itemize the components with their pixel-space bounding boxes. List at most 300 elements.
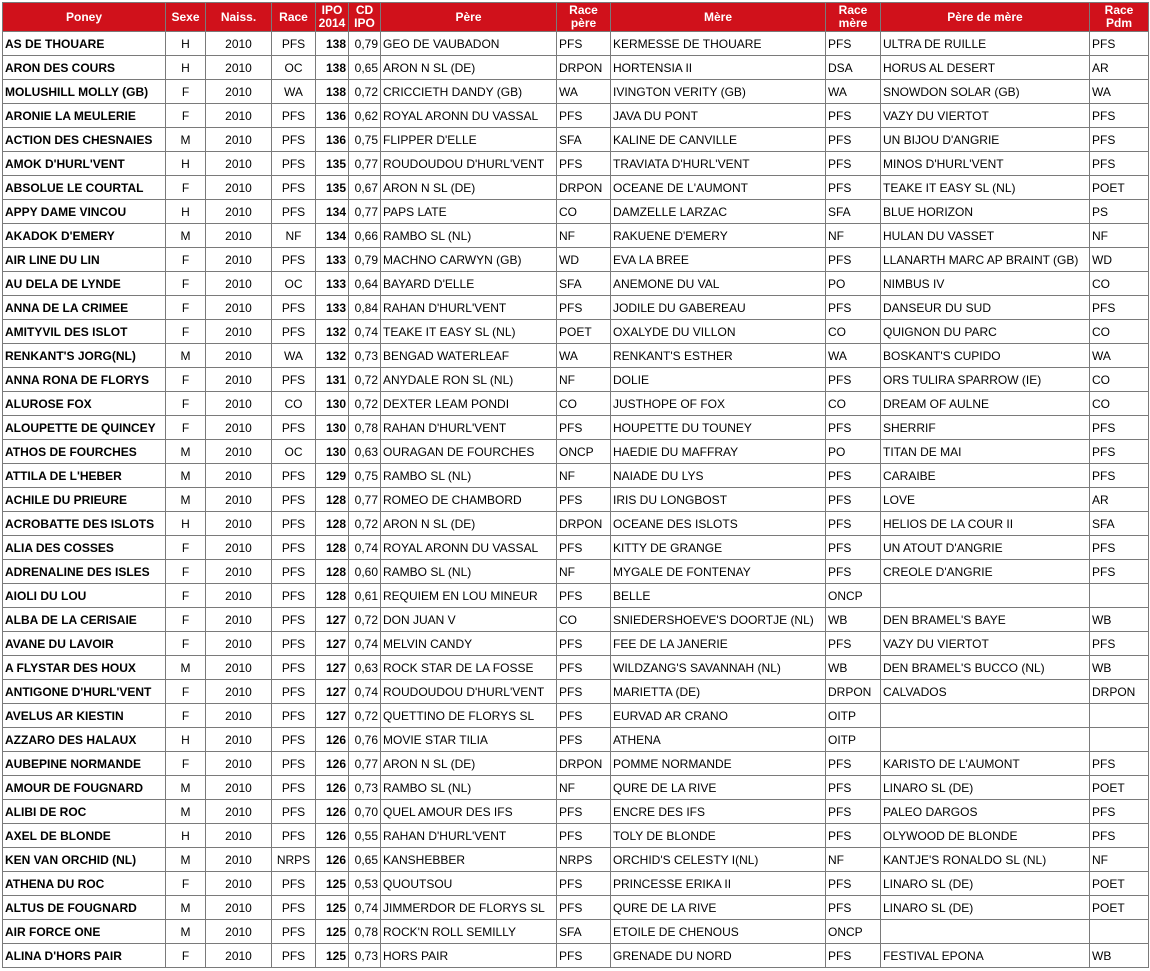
cell-pere: DON JUAN V [381, 608, 557, 632]
cell-poney: AZZARO DES HALAUX [3, 728, 166, 752]
table-row [3, 824, 1149, 848]
cell-naissance: 2010 [206, 32, 272, 56]
table-row [3, 80, 1149, 104]
cell-race-pere: SFA [557, 920, 611, 944]
cell-race-mere: PO [826, 440, 881, 464]
cell-pere-de-mere: DEN BRAMEL'S BAYE [881, 608, 1090, 632]
cell-ipo-2014: 126 [316, 824, 349, 848]
cell-pere-de-mere: ULTRA DE RUILLE [881, 32, 1090, 56]
cell-race: OC [272, 56, 316, 80]
cell-pere: ROUDOUDOU D'HURL'VENT [381, 152, 557, 176]
header-naissance: Naiss. [206, 3, 272, 32]
table-row [3, 848, 1149, 872]
cell-pere: RAHAN D'HURL'VENT [381, 296, 557, 320]
cell-pere: RAHAN D'HURL'VENT [381, 416, 557, 440]
cell-poney: ARON DES COURS [3, 56, 166, 80]
header-ipo-2014: IPO 2014 [316, 3, 349, 32]
table-body [3, 32, 1149, 968]
cell-cd-ipo: 0,74 [349, 680, 381, 704]
cell-pere-de-mere: TEAKE IT EASY SL (NL) [881, 176, 1090, 200]
cell-mere: WILDZANG'S SAVANNAH (NL) [611, 656, 826, 680]
cell-race: WA [272, 344, 316, 368]
cell-mere: ENCRE DES IFS [611, 800, 826, 824]
cell-cd-ipo: 0,77 [349, 152, 381, 176]
cell-poney: ARONIE LA MEULERIE [3, 104, 166, 128]
cell-pere: DEXTER LEAM PONDI [381, 392, 557, 416]
cell-naissance: 2010 [206, 776, 272, 800]
cell-naissance: 2010 [206, 560, 272, 584]
cell-sexe: M [166, 776, 206, 800]
header-race-pere: Race père [557, 3, 611, 32]
cell-pere: REQUIEM EN LOU MINEUR [381, 584, 557, 608]
cell-mere: KITTY DE GRANGE [611, 536, 826, 560]
cell-sexe: F [166, 368, 206, 392]
cell-race-pdm: WB [1090, 656, 1149, 680]
cell-race-mere: CO [826, 320, 881, 344]
cell-race-pere: PFS [557, 488, 611, 512]
cell-poney: ATHENA DU ROC [3, 872, 166, 896]
cell-race-mere: PFS [826, 800, 881, 824]
cell-sexe: M [166, 488, 206, 512]
cell-naissance: 2010 [206, 56, 272, 80]
cell-race: WA [272, 80, 316, 104]
cell-mere: IVINGTON VERITY (GB) [611, 80, 826, 104]
cell-sexe: F [166, 704, 206, 728]
cell-pere-de-mere: KANTJE'S RONALDO SL (NL) [881, 848, 1090, 872]
cell-naissance: 2010 [206, 512, 272, 536]
cell-race: PFS [272, 488, 316, 512]
table-row [3, 656, 1149, 680]
cell-pere-de-mere: PALEO DARGOS [881, 800, 1090, 824]
table-row [3, 584, 1149, 608]
cell-race-mere: NF [826, 848, 881, 872]
cell-pere: MELVIN CANDY [381, 632, 557, 656]
cell-naissance: 2010 [206, 920, 272, 944]
cell-race: PFS [272, 944, 316, 968]
cell-pere: RAHAN D'HURL'VENT [381, 824, 557, 848]
cell-race: PFS [272, 776, 316, 800]
cell-pere-de-mere: SHERRIF [881, 416, 1090, 440]
header-race-mere: Race mère [826, 3, 881, 32]
cell-poney: AVELUS AR KIESTIN [3, 704, 166, 728]
cell-mere: POMME NORMANDE [611, 752, 826, 776]
cell-naissance: 2010 [206, 320, 272, 344]
cell-race-pere: PFS [557, 584, 611, 608]
table-row [3, 416, 1149, 440]
table-row [3, 608, 1149, 632]
cell-ipo-2014: 128 [316, 584, 349, 608]
cell-mere: SNIEDERSHOEVE'S DOORTJE (NL) [611, 608, 826, 632]
cell-race-pere: NF [557, 224, 611, 248]
cell-poney: ALTUS DE FOUGNARD [3, 896, 166, 920]
cell-cd-ipo: 0,66 [349, 224, 381, 248]
cell-mere: KALINE DE CANVILLE [611, 128, 826, 152]
cell-cd-ipo: 0,79 [349, 248, 381, 272]
cell-poney: AMOK D'HURL'VENT [3, 152, 166, 176]
cell-race: PFS [272, 728, 316, 752]
cell-race: PFS [272, 248, 316, 272]
cell-cd-ipo: 0,73 [349, 776, 381, 800]
cell-cd-ipo: 0,76 [349, 728, 381, 752]
cell-pere: RAMBO SL (NL) [381, 560, 557, 584]
cell-naissance: 2010 [206, 704, 272, 728]
cell-race: NF [272, 224, 316, 248]
cell-mere: JODILE DU GABEREAU [611, 296, 826, 320]
cell-pere: CRICCIETH DANDY (GB) [381, 80, 557, 104]
table-row [3, 488, 1149, 512]
cell-pere-de-mere: DREAM OF AULNE [881, 392, 1090, 416]
cell-pere: TEAKE IT EASY SL (NL) [381, 320, 557, 344]
cell-pere-de-mere: HORUS AL DESERT [881, 56, 1090, 80]
cell-poney: ALUROSE FOX [3, 392, 166, 416]
table-row [3, 944, 1149, 968]
cell-ipo-2014: 128 [316, 560, 349, 584]
cell-cd-ipo: 0,65 [349, 56, 381, 80]
cell-mere: EURVAD AR CRANO [611, 704, 826, 728]
cell-race-pdm: AR [1090, 488, 1149, 512]
cell-cd-ipo: 0,60 [349, 560, 381, 584]
cell-cd-ipo: 0,77 [349, 488, 381, 512]
cell-naissance: 2010 [206, 488, 272, 512]
cell-mere: ETOILE DE CHENOUS [611, 920, 826, 944]
cell-pere: GEO DE VAUBADON [381, 32, 557, 56]
cell-race-pdm: POET [1090, 176, 1149, 200]
cell-poney: AS DE THOUARE [3, 32, 166, 56]
cell-cd-ipo: 0,72 [349, 608, 381, 632]
cell-race-pere: PFS [557, 296, 611, 320]
cell-race-pdm: WA [1090, 344, 1149, 368]
header-cd-ipo: CD IPO [349, 3, 381, 32]
cell-naissance: 2010 [206, 896, 272, 920]
cell-race-pere: NF [557, 368, 611, 392]
cell-cd-ipo: 0,65 [349, 848, 381, 872]
cell-ipo-2014: 130 [316, 416, 349, 440]
cell-pere-de-mere [881, 584, 1090, 608]
cell-pere: KANSHEBBER [381, 848, 557, 872]
cell-race-pdm [1090, 920, 1149, 944]
cell-race: PFS [272, 704, 316, 728]
cell-race: PFS [272, 536, 316, 560]
table-row [3, 512, 1149, 536]
cell-race-mere: PFS [826, 296, 881, 320]
cell-race-pere: PFS [557, 680, 611, 704]
table-row [3, 200, 1149, 224]
cell-pere-de-mere: KARISTO DE L'AUMONT [881, 752, 1090, 776]
cell-ipo-2014: 134 [316, 224, 349, 248]
cell-pere-de-mere: MINOS D'HURL'VENT [881, 152, 1090, 176]
cell-ipo-2014: 136 [316, 128, 349, 152]
cell-mere: FEE DE LA JANERIE [611, 632, 826, 656]
cell-naissance: 2010 [206, 440, 272, 464]
cell-race-pdm: AR [1090, 56, 1149, 80]
cell-poney: ANTIGONE D'HURL'VENT [3, 680, 166, 704]
cell-race-pdm: POET [1090, 776, 1149, 800]
cell-race-mere: PFS [826, 416, 881, 440]
table-row [3, 248, 1149, 272]
cell-naissance: 2010 [206, 80, 272, 104]
cell-poney: AMITYVIL DES ISLOT [3, 320, 166, 344]
cell-race-pere: PFS [557, 656, 611, 680]
cell-pere: ROUDOUDOU D'HURL'VENT [381, 680, 557, 704]
cell-poney: AIR LINE DU LIN [3, 248, 166, 272]
cell-poney: ALINA D'HORS PAIR [3, 944, 166, 968]
cell-race-mere: WA [826, 344, 881, 368]
cell-race-pdm: PFS [1090, 440, 1149, 464]
cell-race-pere: PFS [557, 32, 611, 56]
cell-ipo-2014: 133 [316, 248, 349, 272]
cell-cd-ipo: 0,55 [349, 824, 381, 848]
cell-sexe: F [166, 296, 206, 320]
cell-pere-de-mere: CARAIBE [881, 464, 1090, 488]
cell-race-pdm [1090, 584, 1149, 608]
cell-naissance: 2010 [206, 800, 272, 824]
cell-pere-de-mere [881, 920, 1090, 944]
cell-sexe: F [166, 272, 206, 296]
cell-race-pere: NF [557, 464, 611, 488]
cell-race-pdm: PFS [1090, 752, 1149, 776]
cell-sexe: F [166, 680, 206, 704]
cell-pere-de-mere: NIMBUS IV [881, 272, 1090, 296]
cell-poney: ABSOLUE LE COURTAL [3, 176, 166, 200]
cell-poney: A FLYSTAR DES HOUX [3, 656, 166, 680]
cell-poney: ACROBATTE DES ISLOTS [3, 512, 166, 536]
cell-race-pere: WA [557, 80, 611, 104]
cell-race: PFS [272, 632, 316, 656]
cell-poney: AMOUR DE FOUGNARD [3, 776, 166, 800]
cell-ipo-2014: 127 [316, 656, 349, 680]
cell-poney: ALOUPETTE DE QUINCEY [3, 416, 166, 440]
cell-pere: HORS PAIR [381, 944, 557, 968]
cell-poney: ACTION DES CHESNAIES [3, 128, 166, 152]
cell-ipo-2014: 132 [316, 344, 349, 368]
cell-pere-de-mere: BOSKANT'S CUPIDO [881, 344, 1090, 368]
cell-cd-ipo: 0,67 [349, 176, 381, 200]
cell-sexe: H [166, 56, 206, 80]
cell-ipo-2014: 128 [316, 512, 349, 536]
cell-race-mere: PFS [826, 128, 881, 152]
cell-race-mere: PFS [826, 896, 881, 920]
cell-race-pere: PFS [557, 152, 611, 176]
cell-sexe: F [166, 584, 206, 608]
cell-pere: QUEL AMOUR DES IFS [381, 800, 557, 824]
cell-cd-ipo: 0,61 [349, 584, 381, 608]
cell-naissance: 2010 [206, 200, 272, 224]
cell-pere-de-mere: LOVE [881, 488, 1090, 512]
cell-race-pere: PFS [557, 728, 611, 752]
cell-cd-ipo: 0,73 [349, 944, 381, 968]
table-row [3, 344, 1149, 368]
cell-naissance: 2010 [206, 464, 272, 488]
cell-pere: QUETTINO DE FLORYS SL [381, 704, 557, 728]
cell-sexe: F [166, 320, 206, 344]
cell-race: PFS [272, 872, 316, 896]
cell-naissance: 2010 [206, 584, 272, 608]
cell-pere: OURAGAN DE FOURCHES [381, 440, 557, 464]
cell-naissance: 2010 [206, 152, 272, 176]
cell-naissance: 2010 [206, 128, 272, 152]
cell-ipo-2014: 127 [316, 680, 349, 704]
cell-cd-ipo: 0,77 [349, 200, 381, 224]
cell-race-mere: ONCP [826, 584, 881, 608]
cell-race-pdm: POET [1090, 872, 1149, 896]
cell-race-mere: WB [826, 656, 881, 680]
table-row [3, 536, 1149, 560]
table-row [3, 320, 1149, 344]
cell-pere: QUOUTSOU [381, 872, 557, 896]
cell-naissance: 2010 [206, 632, 272, 656]
cell-race: PFS [272, 152, 316, 176]
cell-sexe: F [166, 944, 206, 968]
cell-poney: AU DELA DE LYNDE [3, 272, 166, 296]
cell-poney: AVANE DU LAVOIR [3, 632, 166, 656]
pony-ranking-table [2, 2, 1149, 968]
cell-race-pdm: PFS [1090, 296, 1149, 320]
cell-mere: EVA LA BREE [611, 248, 826, 272]
cell-ipo-2014: 138 [316, 80, 349, 104]
table-row [3, 752, 1149, 776]
cell-race-pdm: NF [1090, 848, 1149, 872]
cell-sexe: M [166, 224, 206, 248]
table-row [3, 32, 1149, 56]
cell-pere-de-mere: LLANARTH MARC AP BRAINT (GB) [881, 248, 1090, 272]
cell-race-pdm: CO [1090, 392, 1149, 416]
cell-pere-de-mere: LINARO SL (DE) [881, 776, 1090, 800]
cell-ipo-2014: 126 [316, 800, 349, 824]
cell-race-pere: CO [557, 200, 611, 224]
cell-mere: GRENADE DU NORD [611, 944, 826, 968]
cell-race-mere: PFS [826, 464, 881, 488]
cell-sexe: F [166, 872, 206, 896]
cell-naissance: 2010 [206, 752, 272, 776]
cell-race-pdm: PFS [1090, 536, 1149, 560]
cell-race-pdm: PFS [1090, 560, 1149, 584]
cell-cd-ipo: 0,75 [349, 464, 381, 488]
cell-pere: ARON N SL (DE) [381, 56, 557, 80]
cell-race: PFS [272, 128, 316, 152]
cell-pere: MOVIE STAR TILIA [381, 728, 557, 752]
cell-pere-de-mere: CREOLE D'ANGRIE [881, 560, 1090, 584]
cell-race-mere: PO [826, 272, 881, 296]
cell-race-mere: OITP [826, 704, 881, 728]
cell-race-pere: DRPON [557, 752, 611, 776]
table-row [3, 56, 1149, 80]
table-row [3, 224, 1149, 248]
cell-pere-de-mere: UN ATOUT D'ANGRIE [881, 536, 1090, 560]
cell-race-pdm: WB [1090, 608, 1149, 632]
cell-race-pdm: PS [1090, 200, 1149, 224]
cell-cd-ipo: 0,72 [349, 512, 381, 536]
cell-ipo-2014: 129 [316, 464, 349, 488]
cell-ipo-2014: 127 [316, 608, 349, 632]
cell-race-pdm: WA [1090, 80, 1149, 104]
cell-pere: RAMBO SL (NL) [381, 464, 557, 488]
cell-sexe: F [166, 536, 206, 560]
cell-sexe: F [166, 80, 206, 104]
cell-race: PFS [272, 560, 316, 584]
cell-race-pdm: WD [1090, 248, 1149, 272]
cell-pere-de-mere: CALVADOS [881, 680, 1090, 704]
cell-race: PFS [272, 656, 316, 680]
cell-poney: ATTILA DE L'HEBER [3, 464, 166, 488]
cell-race-pdm: CO [1090, 368, 1149, 392]
cell-poney: AIOLI DU LOU [3, 584, 166, 608]
cell-naissance: 2010 [206, 104, 272, 128]
cell-race-pere: DRPON [557, 176, 611, 200]
cell-pere-de-mere: VAZY DU VIERTOT [881, 632, 1090, 656]
cell-cd-ipo: 0,74 [349, 320, 381, 344]
cell-race-pdm: CO [1090, 272, 1149, 296]
header-sexe: Sexe [166, 3, 206, 32]
cell-race-mere: OITP [826, 728, 881, 752]
cell-pere: BAYARD D'ELLE [381, 272, 557, 296]
cell-naissance: 2010 [206, 272, 272, 296]
cell-ipo-2014: 126 [316, 776, 349, 800]
cell-pere: ANYDALE RON SL (NL) [381, 368, 557, 392]
cell-race-pere: PFS [557, 104, 611, 128]
header-race: Race [272, 3, 316, 32]
cell-pere-de-mere: DANSEUR DU SUD [881, 296, 1090, 320]
cell-sexe: F [166, 560, 206, 584]
cell-ipo-2014: 134 [316, 200, 349, 224]
cell-race-pere: PFS [557, 536, 611, 560]
cell-cd-ipo: 0,84 [349, 296, 381, 320]
cell-sexe: F [166, 608, 206, 632]
cell-pere: MACHNO CARWYN (GB) [381, 248, 557, 272]
cell-poney: ACHILE DU PRIEURE [3, 488, 166, 512]
cell-naissance: 2010 [206, 344, 272, 368]
table-row [3, 632, 1149, 656]
cell-naissance: 2010 [206, 368, 272, 392]
cell-race-mere: DSA [826, 56, 881, 80]
table-row [3, 920, 1149, 944]
cell-naissance: 2010 [206, 416, 272, 440]
cell-race-mere: PFS [826, 512, 881, 536]
cell-ipo-2014: 125 [316, 896, 349, 920]
cell-pere: ROCK STAR DE LA FOSSE [381, 656, 557, 680]
cell-race: PFS [272, 464, 316, 488]
cell-mere: QURE DE LA RIVE [611, 896, 826, 920]
cell-race-pdm: PFS [1090, 128, 1149, 152]
cell-race: PFS [272, 512, 316, 536]
cell-race-mere: PFS [826, 104, 881, 128]
cell-poney: AUBEPINE NORMANDE [3, 752, 166, 776]
cell-race-pdm: PFS [1090, 416, 1149, 440]
cell-race-pere: PFS [557, 632, 611, 656]
cell-sexe: M [166, 344, 206, 368]
cell-race-mere: PFS [826, 752, 881, 776]
cell-pere-de-mere: DEN BRAMEL'S BUCCO (NL) [881, 656, 1090, 680]
cell-race: PFS [272, 296, 316, 320]
cell-pere-de-mere: VAZY DU VIERTOT [881, 104, 1090, 128]
cell-race-pere: PFS [557, 416, 611, 440]
cell-sexe: F [166, 416, 206, 440]
cell-race: PFS [272, 584, 316, 608]
cell-sexe: M [166, 920, 206, 944]
cell-naissance: 2010 [206, 944, 272, 968]
cell-naissance: 2010 [206, 296, 272, 320]
cell-poney: ALBA DE LA CERISAIE [3, 608, 166, 632]
table-row [3, 704, 1149, 728]
cell-race-pdm: DRPON [1090, 680, 1149, 704]
table-row [3, 152, 1149, 176]
cell-race: PFS [272, 800, 316, 824]
cell-mere: OXALYDE DU VILLON [611, 320, 826, 344]
cell-ipo-2014: 128 [316, 488, 349, 512]
cell-cd-ipo: 0,75 [349, 128, 381, 152]
cell-race-pdm: PFS [1090, 800, 1149, 824]
cell-race-pere: WA [557, 344, 611, 368]
cell-sexe: F [166, 176, 206, 200]
